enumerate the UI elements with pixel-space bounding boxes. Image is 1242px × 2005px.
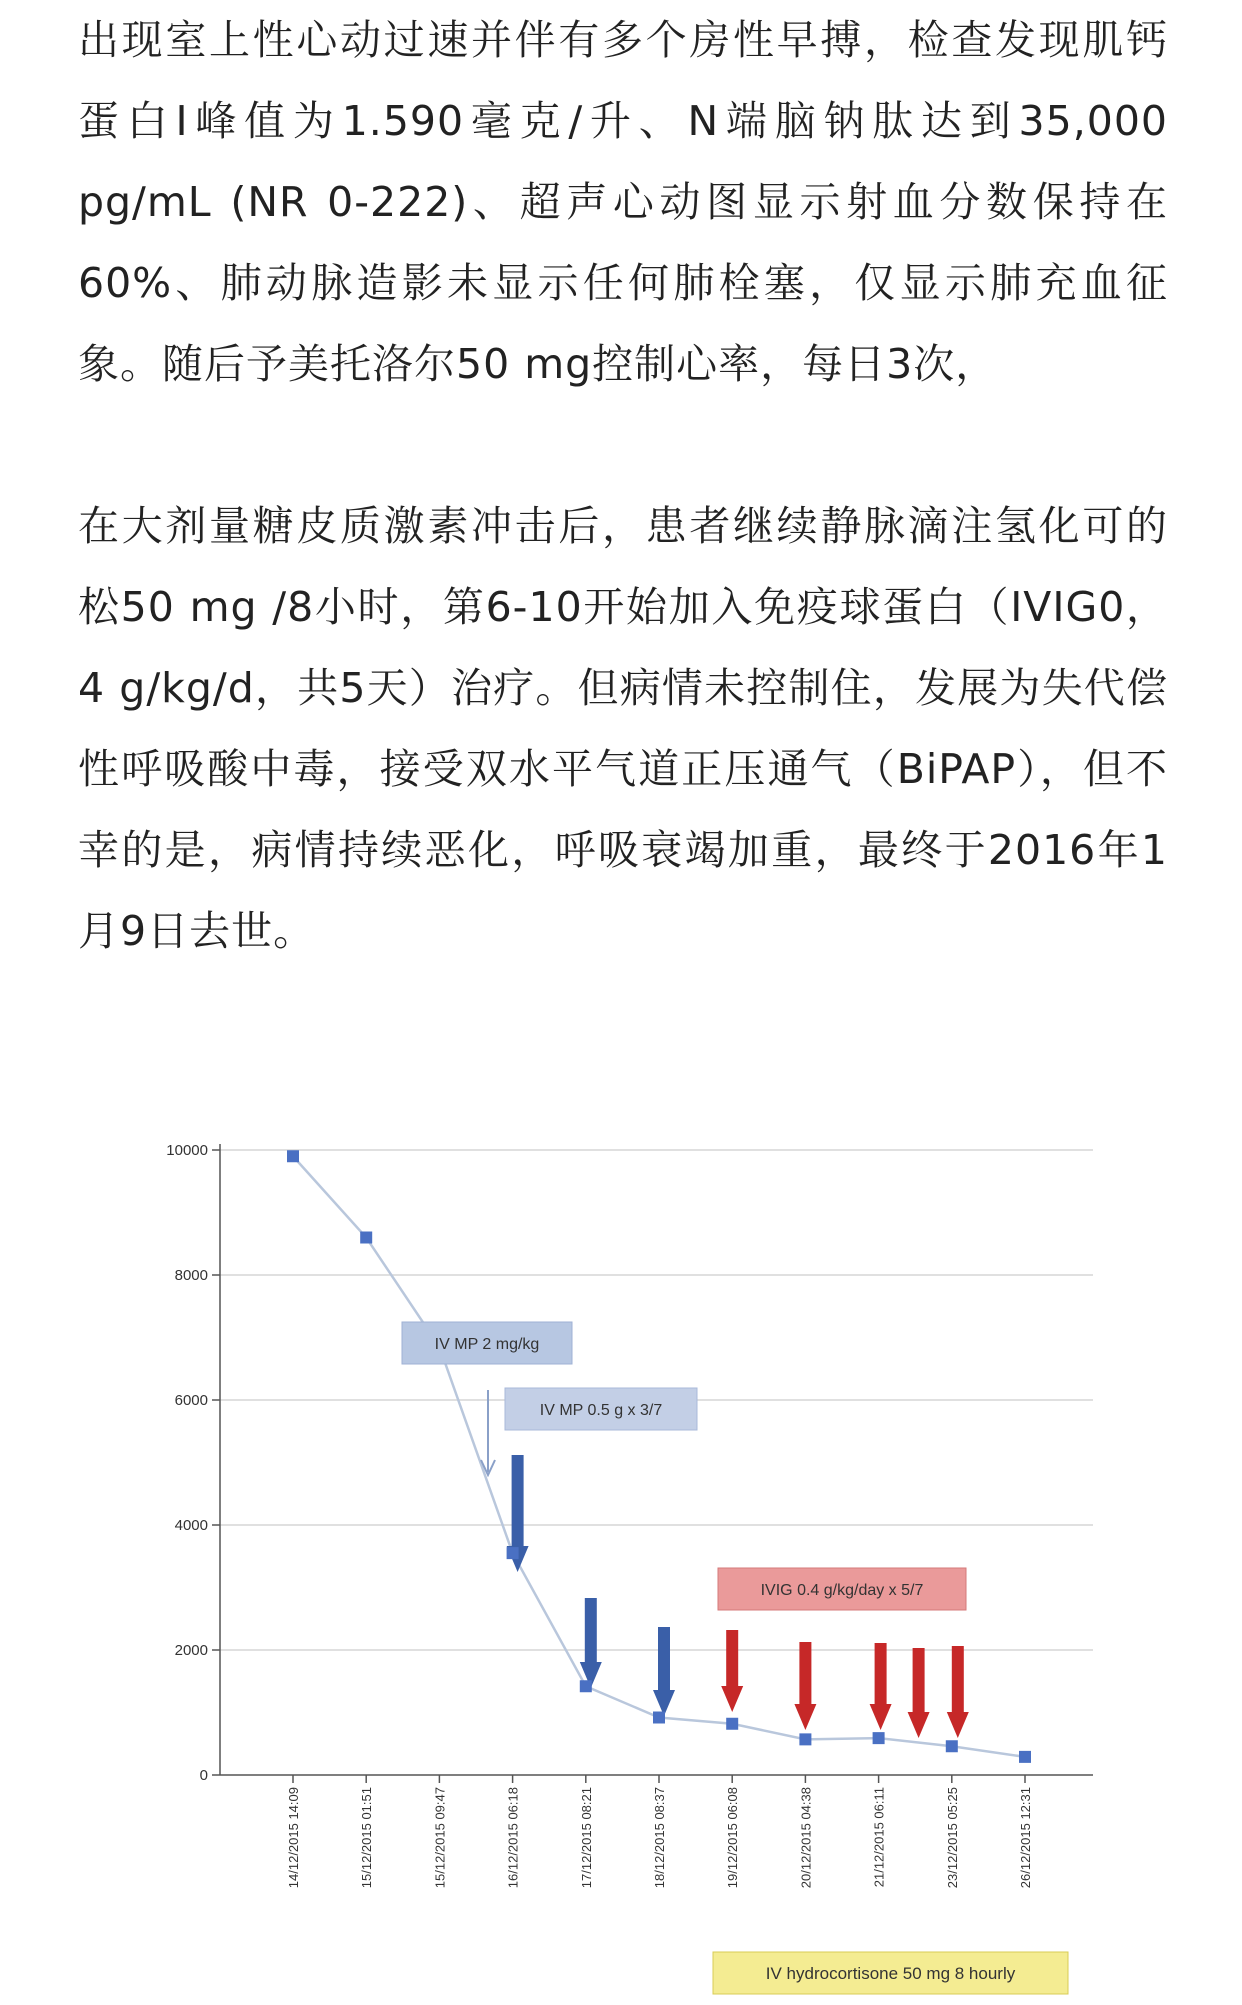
red-arrow [947, 1646, 969, 1738]
red-arrow [870, 1643, 892, 1730]
x-tick-label: 23/12/2015 05:25 [944, 1787, 960, 1889]
data-point [653, 1712, 665, 1724]
article-paragraph: 出现室上性心动过速并伴有多个房性早搏，检查发现肌钙蛋白I峰值为1.590毫克/升、N端脑钠肽达到35,000 pg/mL (NR 0-222)、超声心动图显示射血分数保持在60%、肺动脉造影未显示任何肺栓塞，仅显示肺充血征象。随后予美托洛尔50 mg控制心率，每日3次， [78, 16, 1168, 388]
x-tick-label: 26/12/2015 12:31 [1018, 1787, 1033, 1889]
annotation-label: IV MP 0.5 g x 3/7 [539, 1402, 663, 1419]
annotation-label: IV MP 2 mg/kg [434, 1336, 540, 1353]
data-point [946, 1740, 958, 1752]
data-point [580, 1680, 592, 1692]
red-arrow [794, 1642, 816, 1730]
chart-svg [0, 1110, 1242, 2005]
blue-arrow [653, 1627, 675, 1716]
y-tick-label: 4000 [174, 1517, 208, 1534]
x-tick-label: 16/12/2015 06:18 [505, 1787, 521, 1889]
x-tick-label: 15/12/2015 01:51 [359, 1787, 375, 1889]
x-tick-label: 14/12/2015 14:09 [286, 1787, 301, 1889]
data-point [1019, 1751, 1031, 1763]
x-tick-label: 21/12/2015 06:11 [871, 1787, 887, 1888]
x-tick-label: 15/12/2015 09:47 [432, 1787, 448, 1889]
blue-arrow [580, 1598, 602, 1688]
figure-chart [0, 1110, 1242, 2005]
annotation-label: IV hydrocortisone 50 mg 8 hourly [765, 1964, 1016, 1983]
data-point [507, 1547, 519, 1559]
data-point [873, 1732, 885, 1744]
y-tick-label: 0 [199, 1767, 208, 1784]
x-tick-label: 18/12/2015 08:37 [652, 1787, 667, 1889]
data-point [799, 1733, 811, 1745]
y-tick-label: 8000 [174, 1267, 208, 1284]
red-arrow [908, 1648, 930, 1738]
y-tick-label: 6000 [174, 1392, 208, 1409]
data-point [287, 1150, 299, 1162]
red-arrow [721, 1630, 743, 1712]
article-paragraph: 在大剂量糖皮质激素冲击后，患者继续静脉滴注氢化可的松50 mg /8小时，第6-10开始加入免疫球蛋白（IVIG0，4 g/kg/d，共5天）治疗。但病情未控制住，发展为失代偿性呼吸酸中毒，接受双水平气道正压通气（BiPAP），但不幸的是，病情持续恶化，呼吸衰竭加重，最终于2016年1月9日去世。 [78, 502, 1168, 955]
article-body [78, 0, 1168, 972]
y-tick-label: 2000 [174, 1642, 208, 1659]
x-tick-label: 17/12/2015 08:21 [578, 1787, 594, 1889]
data-point [360, 1232, 372, 1244]
annotation-label: IVIG 0.4 g/kg/day x 5/7 [760, 1582, 924, 1599]
data-point [726, 1718, 738, 1730]
x-tick-label: 20/12/2015 04:38 [798, 1787, 814, 1889]
x-tick-label: 19/12/2015 06:08 [725, 1787, 741, 1889]
y-tick-label: 10000 [166, 1142, 208, 1159]
